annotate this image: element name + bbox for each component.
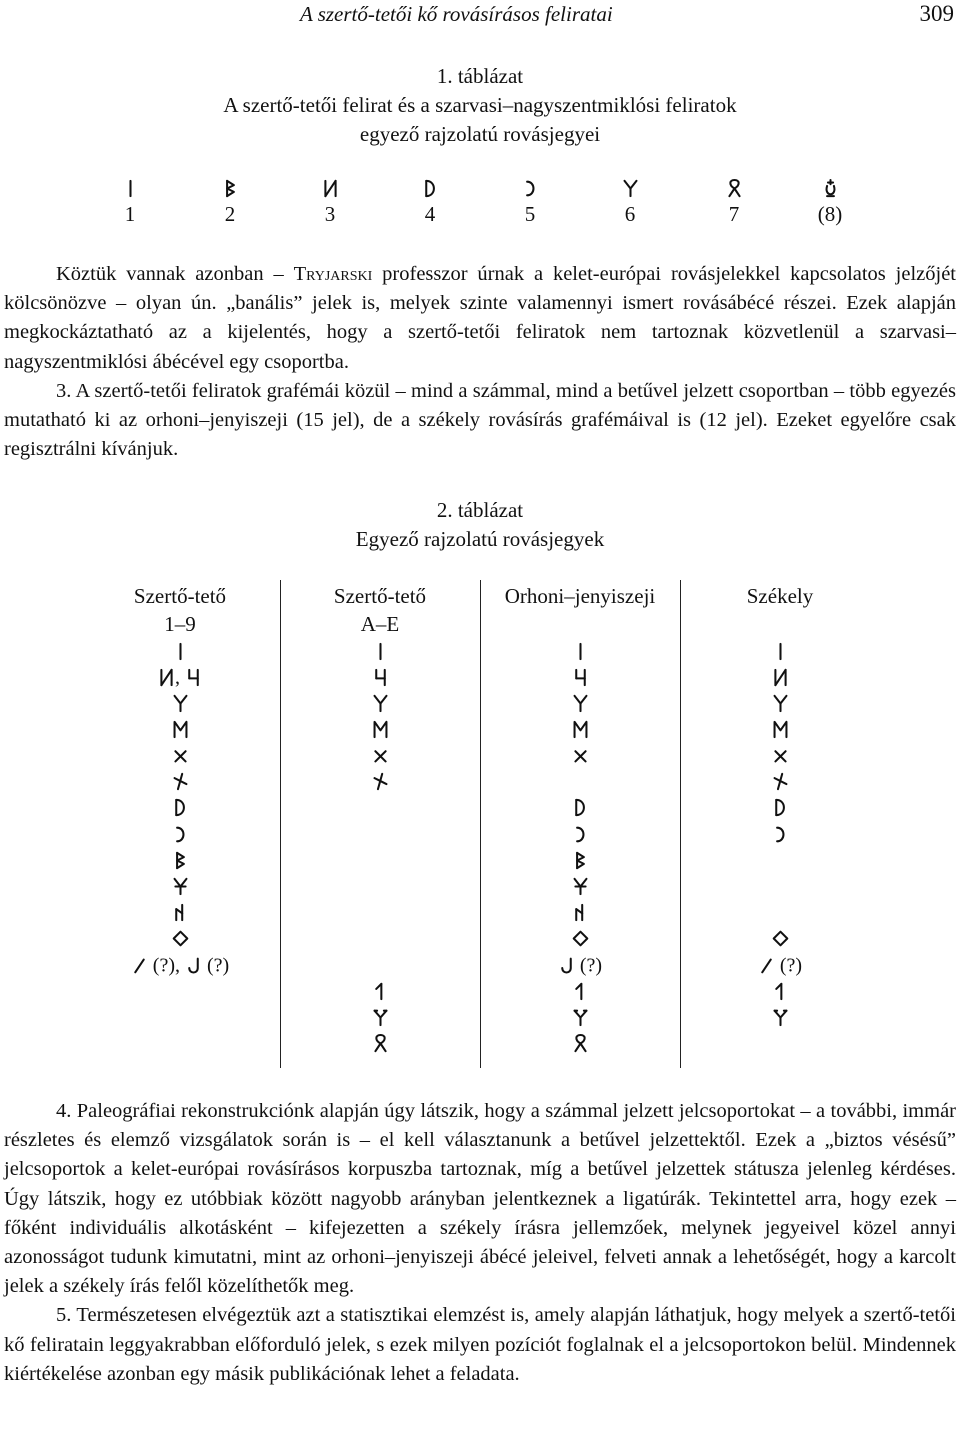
body-text-top [4, 260, 956, 464]
reversed-n-rune-icon [158, 667, 175, 688]
table1-caption-line1: A szertő-tetői felirat és a szarvasi–nagyszentmiklósi feliratok [223, 93, 737, 117]
table1-sign-number: 3 [324, 202, 336, 226]
j-hook-rune-icon [558, 955, 575, 976]
column-header-line1: Szertő-tető [133, 584, 227, 608]
table2-cell [280, 663, 480, 689]
table2-cell [280, 767, 480, 793]
table2-cell [80, 820, 280, 846]
b-rune-icon [172, 850, 189, 871]
one-rune-icon [772, 981, 789, 1002]
table2-cell [680, 741, 880, 767]
table2-cell [480, 820, 680, 846]
body-text-bottom [4, 1097, 956, 1389]
table2-cell [80, 663, 280, 689]
table2-cell [80, 924, 280, 950]
y-barred-rune-icon [572, 1007, 589, 1028]
h-hook-rune-icon [372, 667, 389, 688]
y-barred-rune-icon [772, 1007, 789, 1028]
barred-y-rune-icon [572, 876, 589, 897]
table2-cell [480, 1029, 680, 1055]
table2-cell [80, 767, 280, 793]
m-rune-icon [372, 719, 389, 740]
table2-cell [280, 637, 480, 663]
table2-column-3 [480, 580, 681, 1068]
table2-cell [280, 1029, 480, 1055]
table2-cell [480, 977, 680, 1003]
m-rune-icon [572, 719, 589, 740]
j-hook-rune-icon [185, 955, 202, 976]
table2-cell [680, 793, 880, 819]
loop-cross-rune-icon [726, 178, 743, 199]
table2-cell [680, 924, 880, 950]
table2-column-header [680, 582, 880, 610]
table2-cell [480, 793, 680, 819]
vertical-stroke-icon [172, 641, 189, 662]
table2-column-2 [280, 580, 481, 1068]
table2-cell [480, 741, 680, 767]
table1-sign-cell [600, 178, 660, 199]
table2-cell [480, 715, 680, 741]
table2-cell [680, 1003, 880, 1029]
table2-column-header [80, 582, 280, 638]
paragraph-3: 3. A szertő-tetői feliratok grafémái közül – mind a számmal, mind a betűvel jelzett csoportban – több egyezés mutatható ki az orhoni–jenyiszeji (15 jel), de a székely rovásírás grafémáival is (12 jel). Ezeket egyelőre csak regisztrálni kívánjuk. [4, 379, 956, 461]
table2-cell [480, 846, 680, 872]
one-rune-icon [572, 981, 589, 1002]
vertical-stroke-icon [372, 641, 389, 662]
table2-cell [80, 951, 280, 977]
h-hook-rune-icon [185, 667, 202, 688]
reversed-c-rune-icon [172, 824, 189, 845]
table2-column-header [280, 582, 480, 638]
table2-cell [480, 898, 680, 924]
y-fork-rune-icon [372, 693, 389, 714]
cell-annotation: (?) [202, 954, 230, 977]
table1-label: 1. táblázat [436, 64, 524, 88]
table2-cell [480, 689, 680, 715]
table1-sign-number: 6 [624, 202, 636, 226]
vertical-stroke-icon [572, 641, 589, 662]
column-header-line1: Szertő-tető [333, 584, 427, 608]
x-cross-rune-icon [372, 745, 389, 766]
reversed-c-rune-icon [522, 178, 539, 199]
y-fork-rune-icon [572, 693, 589, 714]
slash-rune-icon [131, 955, 148, 976]
d-rune-icon [572, 797, 589, 818]
table1-sign-cell [300, 178, 360, 199]
x-cross-rune-icon [572, 745, 589, 766]
n-branch-rune-icon [172, 902, 189, 923]
x-cross-rune-icon [172, 745, 189, 766]
column-header-line1: Székely [746, 584, 814, 608]
table2-cell [80, 846, 280, 872]
table2-cell [480, 872, 680, 898]
cell-annotation: (?) [774, 954, 803, 977]
reversed-c-rune-icon [572, 824, 589, 845]
column-header-line1: Orhoni–jenyiszeji [504, 584, 656, 608]
table2-cell [480, 951, 680, 977]
y-fork-rune-icon [172, 693, 189, 714]
loop-cross-rune-icon [572, 1033, 589, 1054]
table2-cell [680, 767, 880, 793]
paragraph-4: 4. Paleográfiai rekonstrukciónk alapján úgy látszik, hogy a számmal jelzett jelcsoportokat – a további, immár részletes és elemző vizsgálatok során is – el kell választanunk a betűvel jelzettektől. Ezek a „biztos vésésű” jelcsoportok a kelet-európai rovásírásos korpuszba tartoznak, míg a betűvel jelzettek státusza jelenleg kérdéses. Úgy látszik, hogy ez utóbbiak között nagyobb arányban jelentkeznek a ligatúrák. Tekintettel arra, hogy ezek – főként individuális alkotásként – kifejezetten a székely írásra jellemzőek, melynek jegyeivel közel annyi azonosságot tudunk kimutatni, mint az orhoni–jenyiszeji ábécé jeleivel, felveti annak a lehetőségét, hogy a karcolt jelek a székely írás felől közelíthetők meg. [4, 1100, 956, 1298]
table2-cell [280, 689, 480, 715]
one-rune-icon [372, 981, 389, 1002]
table2-cell [280, 741, 480, 767]
table1-caption-line2: egyező rajzolatú rovásjegyei [359, 122, 601, 146]
y-barred-rune-icon [372, 1007, 389, 1028]
running-title: A szertő-tetői kő rovásírásos feliratai [300, 2, 613, 26]
table2-cell [80, 689, 280, 715]
table2-cell [680, 951, 880, 977]
table1-sign-cell [500, 178, 560, 199]
crossed-stroke-rune-icon [172, 771, 189, 792]
paragraph-5: 5. Természetesen elvégeztük azt a statisztikai elemzést is, amely alapján láthatjuk, hogy melyek a szertő-tetői kő feliratain leggyakrabban előforduló jelek, s ezek milyen pozíciót foglalnak el a jelcsoportokon belül. Mindennek kiértékelése azonban egy másik publikációnak lehet a feladata. [4, 1304, 956, 1385]
y-fork-rune-icon [622, 178, 639, 199]
diamond-rune-icon [172, 928, 189, 949]
table1-caption [0, 62, 960, 149]
table2-caption [0, 496, 960, 554]
crossed-stroke-rune-icon [372, 771, 389, 792]
reversed-n-rune-icon [772, 667, 789, 688]
cell-annotation: (?), [147, 954, 185, 977]
reversed-n-rune-icon [322, 178, 339, 199]
table1-sign-cell [800, 178, 860, 199]
table2-cell [80, 637, 280, 663]
table2-column-header [480, 582, 680, 610]
b-rune-icon [572, 850, 589, 871]
table2-column-4 [680, 580, 880, 1068]
d-rune-icon [772, 797, 789, 818]
slash-rune-icon [758, 955, 775, 976]
b-rune-icon [222, 178, 239, 199]
table2-caption-text: Egyező rajzolatú rovásjegyek [355, 527, 605, 551]
diamond-rune-icon [772, 928, 789, 949]
table2-cell [680, 637, 880, 663]
table2-cell [280, 977, 480, 1003]
d-rune-icon [172, 797, 189, 818]
table2-cell [480, 663, 680, 689]
table2-cell [80, 741, 280, 767]
barred-y-rune-icon [172, 876, 189, 897]
m-rune-icon [172, 719, 189, 740]
table2-cell [480, 1003, 680, 1029]
table2-cell [680, 689, 880, 715]
m-rune-icon [772, 719, 789, 740]
author-name: Tryjarski [293, 263, 373, 285]
running-header [0, 0, 960, 40]
table2-column-1 [80, 580, 281, 1068]
table1-sign-cell [400, 178, 460, 199]
diamond-rune-icon [572, 928, 589, 949]
table1-sign-cell [704, 178, 764, 199]
table1-sign-number: 2 [224, 202, 236, 226]
table2-cell [80, 793, 280, 819]
y-fork-rune-icon [772, 693, 789, 714]
table2-label: 2. táblázat [436, 498, 524, 522]
ligature-rune-icon [822, 178, 839, 199]
crossed-stroke-rune-icon [772, 771, 789, 792]
table2-cell [680, 663, 880, 689]
table2-cell [80, 872, 280, 898]
table2-grid [80, 580, 880, 1068]
table2-cell [80, 715, 280, 741]
cell-annotation: (?) [574, 954, 603, 977]
table1-sign-number: (8) [817, 202, 843, 226]
table2-cell [80, 898, 280, 924]
d-rune-icon [422, 178, 439, 199]
table2-cell [280, 715, 480, 741]
table2-cell [680, 820, 880, 846]
table2-cell [480, 637, 680, 663]
table1-sign-number: 1 [124, 202, 136, 226]
column-header-line2: 1–9 [164, 612, 196, 636]
page-number: 309 [919, 1, 954, 26]
n-branch-rune-icon [572, 902, 589, 923]
vertical-stroke-icon [122, 178, 139, 199]
table1-sign-cell [200, 178, 260, 199]
table1-sign-number: 4 [424, 202, 436, 226]
table1-sign-cell [100, 178, 160, 199]
table2-cell [480, 924, 680, 950]
table2-cell [680, 977, 880, 1003]
reversed-c-rune-icon [772, 824, 789, 845]
column-header-line2: A–E [360, 612, 400, 636]
x-cross-rune-icon [772, 745, 789, 766]
table2-cell [280, 1003, 480, 1029]
vertical-stroke-icon [772, 641, 789, 662]
table1-sign-number: 5 [524, 202, 536, 226]
table1-sign-number: 7 [728, 202, 740, 226]
cell-annotation: , [175, 666, 185, 689]
h-hook-rune-icon [572, 667, 589, 688]
table2-cell [680, 715, 880, 741]
paragraph-tryjarski: Köztük vannak azonban – Tryjarski professzor úrnak a kelet-európai rovásjelekkel kapcsolatos jelzőjét kölcsönözve – olyan ún. „banális” jelek is, melyek szinte valamennyi ismert rovásábécé részei. Ezek alapján megkockáztatható az a kijelentés, hogy a szertő-tetői feliratok nem tartoznak közvetlenül a szarvasi–nagyszentmiklósi ábécével egy csoportba. [4, 263, 956, 373]
loop-cross-rune-icon [372, 1033, 389, 1054]
